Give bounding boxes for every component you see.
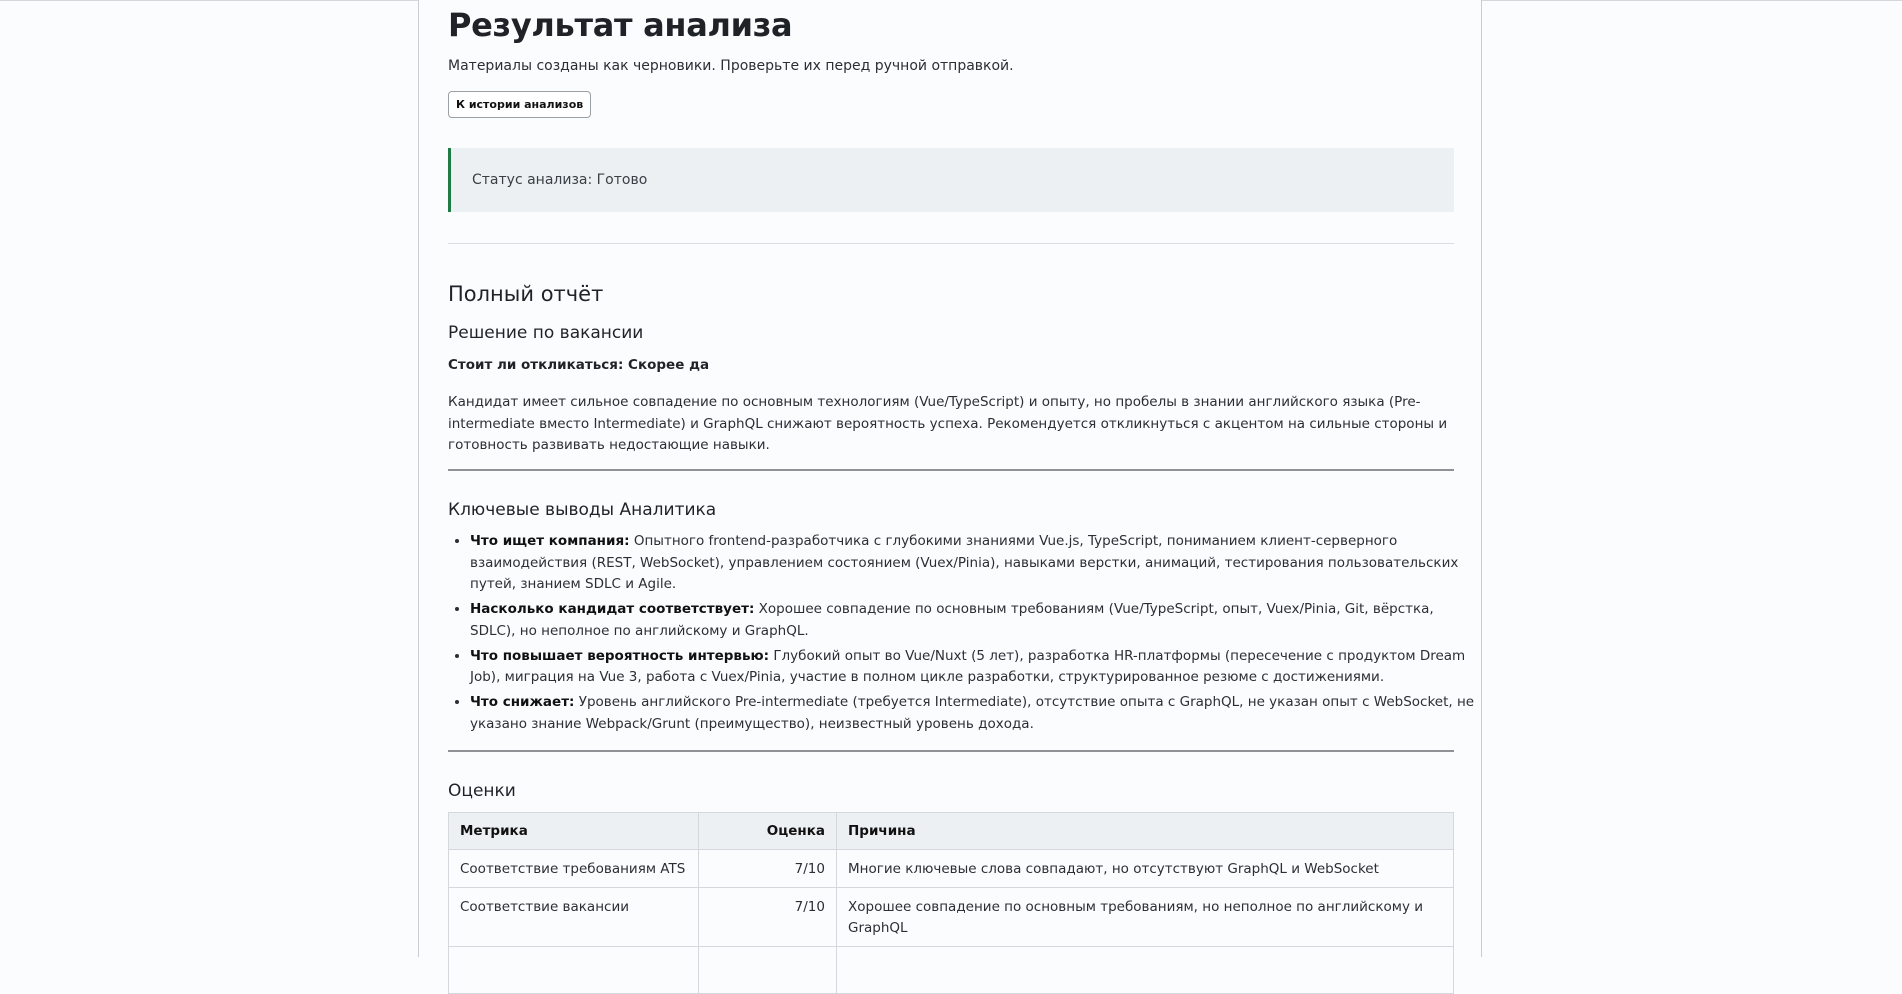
findings-heading: Ключевые выводы Аналитика [448, 500, 717, 520]
column-header-reason: Причина [837, 813, 1454, 850]
column-header-score: Оценка [699, 813, 837, 850]
page-container [418, 0, 1482, 957]
finding-label: Что ищет компания: [470, 533, 630, 549]
table-header-row [449, 813, 1454, 850]
list-item [470, 646, 1476, 689]
table-row [449, 947, 1454, 994]
score-cell: 7/10 [699, 850, 837, 888]
reason-cell: Многие ключевые слова совпадают, но отсутствуют GraphQL и WebSocket [837, 850, 1454, 888]
metric-cell [449, 947, 699, 994]
status-box [448, 148, 1454, 212]
list-item [470, 531, 1476, 596]
report-heading: Полный отчёт [448, 282, 604, 306]
page-subtitle: Материалы созданы как черновики. Проверьте их перед ручной отправкой. [448, 58, 1014, 74]
column-header-metric: Метрика [449, 813, 699, 850]
scores-heading: Оценки [448, 781, 516, 801]
history-button[interactable]: К истории анализов [448, 91, 591, 118]
metric-cell: Соответствие вакансии [449, 888, 699, 947]
findings-list [448, 531, 1476, 739]
page-title: Результат анализа [448, 6, 793, 44]
status-text: Статус анализа: Готово [472, 172, 648, 188]
decision-verdict: Стоит ли откликаться: Скорее да [448, 357, 710, 373]
list-item [470, 692, 1476, 735]
reason-cell: Хорошее совпадение по основным требованиям, но неполное по английскому и GraphQL [837, 888, 1454, 947]
finding-label: Что снижает: [470, 694, 575, 710]
decision-heading: Решение по вакансии [448, 323, 644, 343]
table-row [449, 850, 1454, 888]
finding-text: Хорошее совпадение по основным требованиям (Vue/TypeScript, опыт, Vuex/Pinia, Git, вёрстка, SDLC), но неполное по английскому и GraphQL. [470, 601, 1434, 639]
finding-label: Что повышает вероятность интервью: [470, 647, 770, 664]
metric-cell: Соответствие требованиям ATS [449, 850, 699, 888]
list-item [470, 599, 1476, 642]
finding-text: Уровень английского Pre-intermediate (требуется Intermediate), отсутствие опыта с GraphQL, не указан опыт с WebSocket, не указано знание Webpack/Grunt (преимущество), неизвестный уровень дохода. [470, 694, 1475, 732]
scores-table [448, 812, 1454, 994]
finding-label: Насколько кандидат соответствует: [470, 601, 755, 617]
section-divider [448, 469, 1454, 471]
finding-text: Глубокий опыт во Vue/Nuxt (5 лет), разработка HR-платформы (пересечение с продуктом Dream Job), миграция на Vue 3, работа с Vuex/Pinia, участие в полном цикле разработки, структурированное резюме с достижениями. [470, 647, 1466, 685]
finding-text: Опытного frontend-разработчика с глубокими знаниями Vue.js, TypeScript, пониманием клиент-серверного взаимодействия (REST, WebSocket), управлением состоянием (Vuex/Pinia), навыками верстки, анимаций, тестирования пользовательских путей, знанием SDLC и Agile. [470, 533, 1459, 592]
score-cell [699, 947, 837, 994]
decision-text: Кандидат имеет сильное совпадение по основным технологиям (Vue/TypeScript) и опыту, но пробелы в знании английского языка (Pre-intermediate вместо Intermediate) и GraphQL снижают вероятность успеха. Рекомендуется откликнуться с акцентом на сильные стороны и готовность развивать недостающие навыки. [448, 394, 1448, 453]
section-divider [448, 750, 1454, 752]
divider [448, 243, 1454, 244]
table-row [449, 888, 1454, 947]
reason-cell [837, 947, 1454, 994]
score-cell: 7/10 [699, 888, 837, 947]
